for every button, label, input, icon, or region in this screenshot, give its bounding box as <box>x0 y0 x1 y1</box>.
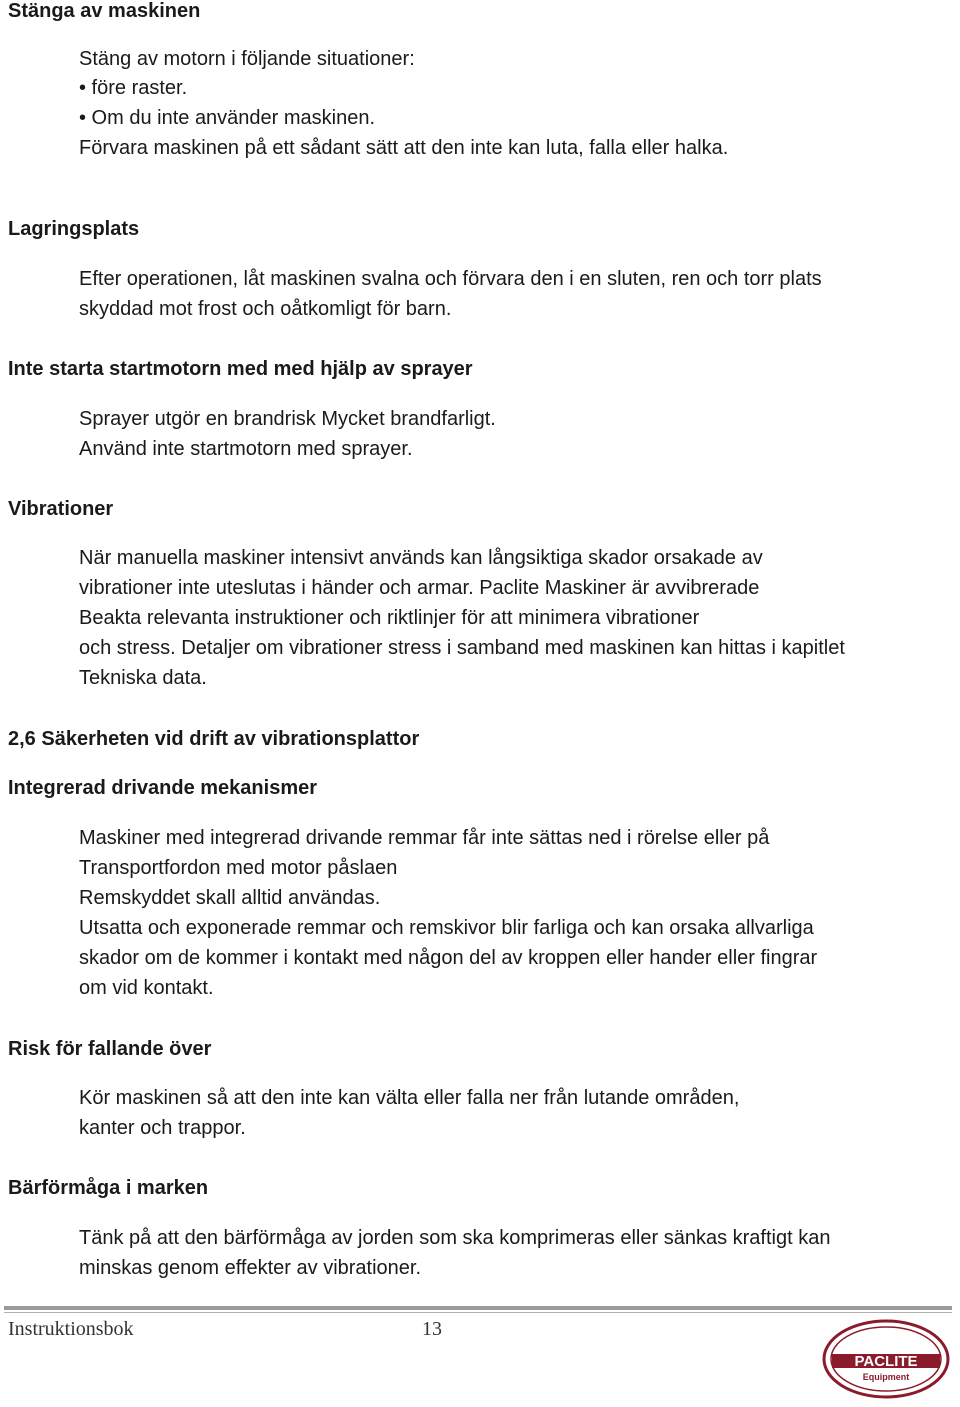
body-line: minskas genom effekter av vibrationer. <box>79 1257 422 1279</box>
body-line: Maskiner med integrerad drivande remmar får inte sättas ned i rörelse eller på <box>79 827 770 849</box>
section-heading: Integrerad drivande mekanismer <box>8 777 318 799</box>
section-heading: Vibrationer <box>8 498 114 520</box>
logo-subtext: Equipment <box>862 1372 910 1382</box>
body-line: Remskyddet skall alltid användas. <box>79 887 381 909</box>
footer-doc-title: Instruktionsbok <box>8 1318 134 1340</box>
body-line: Använd inte startmotorn med sprayer. <box>79 438 413 460</box>
section-heading: Inte starta startmotorn med med hjälp av sprayer <box>8 358 473 380</box>
body-line: kanter och trappor. <box>79 1117 246 1139</box>
bullet-item: • före raster. <box>79 77 188 99</box>
body-line: skyddad mot frost och oåtkomligt för barn. <box>79 298 452 320</box>
page-number: 13 <box>422 1318 442 1340</box>
chapter-heading: 2,6 Säkerheten vid drift av vibrationsplattor <box>8 728 420 750</box>
body-line: Beakta relevanta instruktioner och riktlinjer för att minimera vibrationer <box>79 607 700 629</box>
logo-text: PACLITE <box>854 1353 918 1370</box>
paclite-logo <box>822 1318 950 1400</box>
body-line: Efter operationen, låt maskinen svalna och förvara den i en sluten, ren och torr plats <box>79 268 822 290</box>
body-line: vibrationer inte uteslutas i händer och armar. Paclite Maskiner är avvibrerade <box>79 577 760 599</box>
body-line: Tekniska data. <box>79 667 207 689</box>
body-line: Transportfordon med motor påslaen <box>79 857 398 879</box>
body-line: och stress. Detaljer om vibrationer stress i samband med maskinen kan hittas i kapitlet <box>79 637 845 659</box>
bullet-item: • Om du inte använder maskinen. <box>79 107 376 129</box>
section-heading: Bärförmåga i marken <box>8 1177 209 1199</box>
body-line: skador om de kommer i kontakt med någon del av kroppen eller hander eller fingrar <box>79 947 818 969</box>
body-line: Stäng av motorn i följande situationer: <box>79 48 415 70</box>
body-line: Tänk på att den bärförmåga av jorden som ska komprimeras eller sänkas kraftigt kan <box>79 1227 831 1249</box>
footer-rule <box>4 1306 952 1310</box>
body-line: Sprayer utgör en brandrisk Mycket brandfarligt. <box>79 408 496 430</box>
body-line: om vid kontakt. <box>79 977 214 999</box>
section-heading: Stänga av maskinen <box>8 0 201 22</box>
body-line: Kör maskinen så att den inte kan välta eller falla ner från lutande områden, <box>79 1087 740 1109</box>
body-line: Utsatta och exponerade remmar och remskivor blir farliga och kan orsaka allvarliga <box>79 917 814 939</box>
body-line: När manuella maskiner intensivt används kan långsiktiga skador orsakade av <box>79 547 763 569</box>
footer-rule-thin <box>4 1312 952 1313</box>
section-heading: Lagringsplats <box>8 218 140 240</box>
body-line: Förvara maskinen på ett sådant sätt att den inte kan luta, falla eller halka. <box>79 137 729 159</box>
section-heading: Risk för fallande över <box>8 1038 212 1060</box>
